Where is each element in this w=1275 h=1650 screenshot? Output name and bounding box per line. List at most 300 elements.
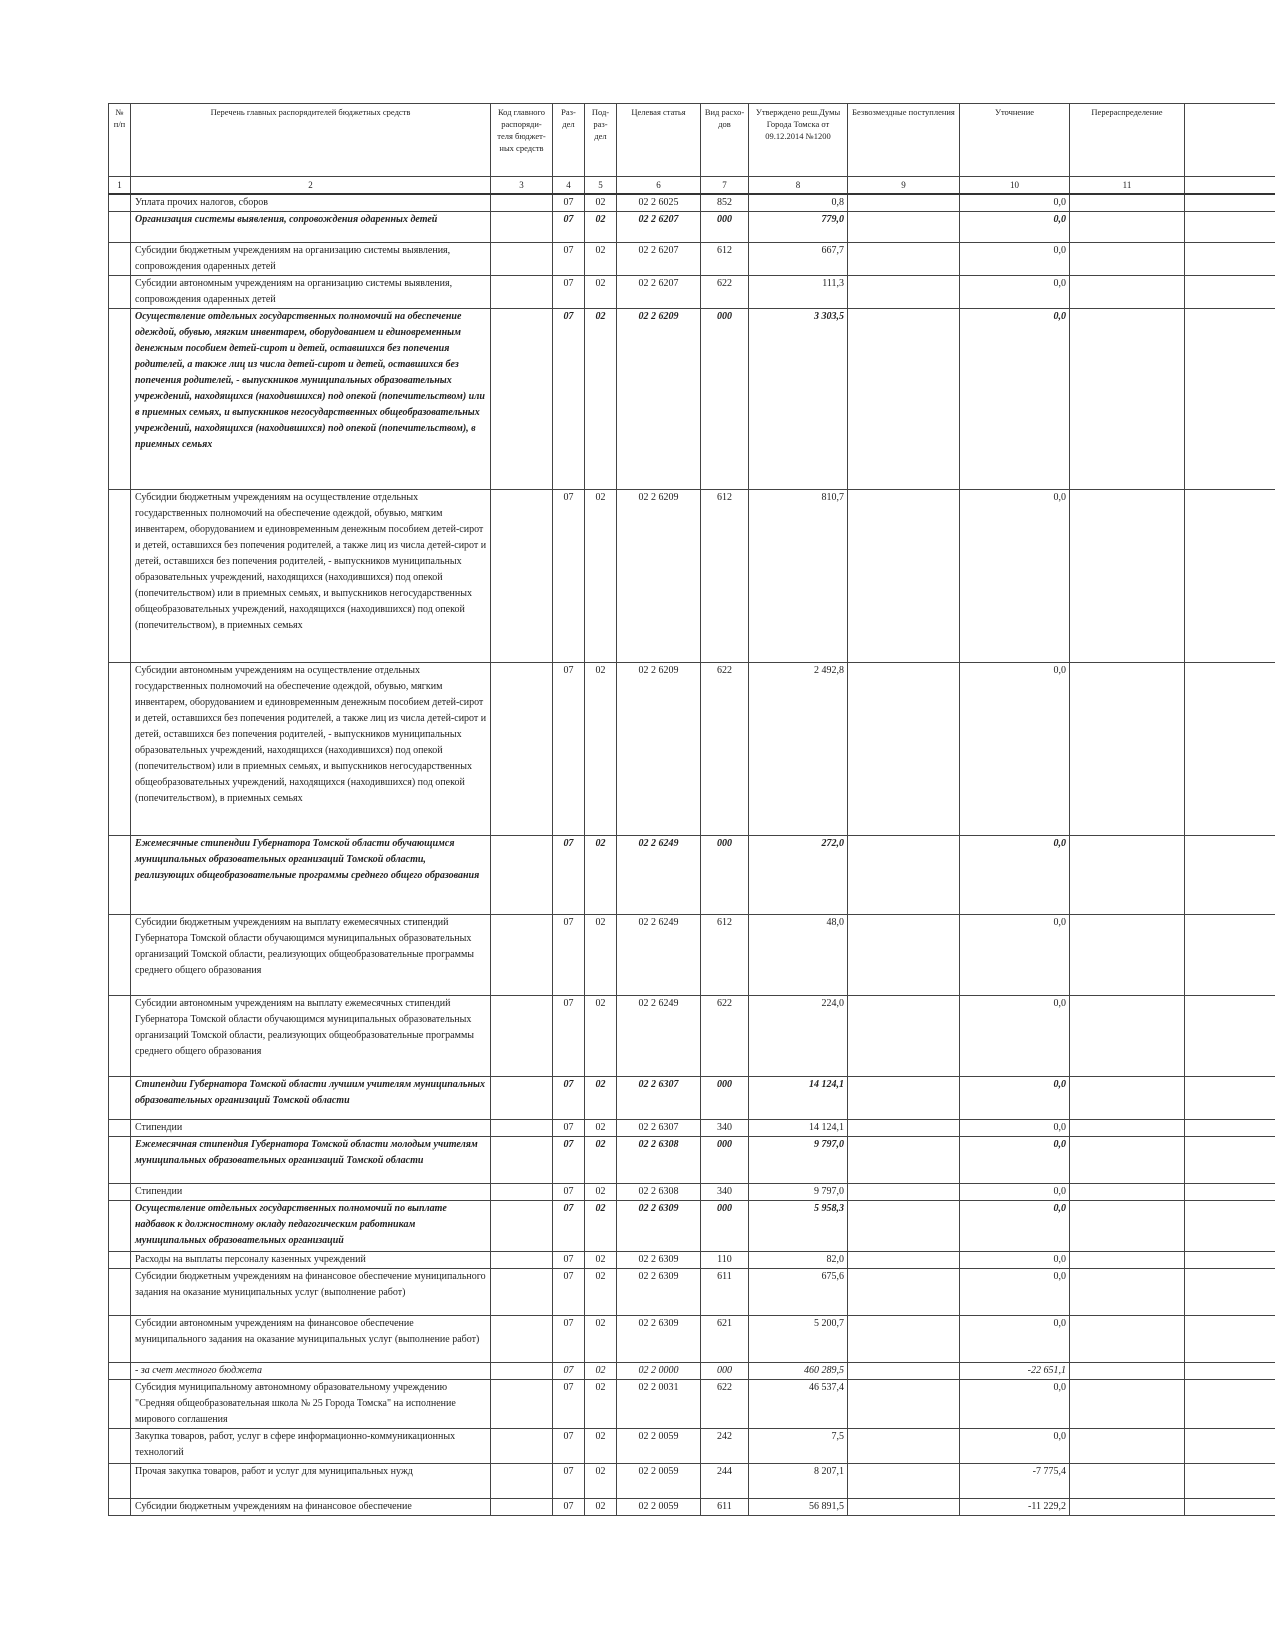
row-approved-cell: 810,7 [749,490,848,663]
row-stat-cell: 02 2 6309 [617,1316,701,1363]
row-change-cell: 0,0 [960,1269,1070,1316]
row-free-cell [848,212,960,243]
row-code-cell [491,1380,553,1429]
row-podrazdel-cell: 02 [585,915,617,996]
row-vid-cell: 621 [701,1316,749,1363]
row-free-cell [848,1252,960,1269]
col-header-vid: Вид расхо- дов [701,104,749,177]
table-row [109,1499,1275,1516]
row-number-cell [109,996,131,1077]
row-approved-cell: 9 797,0 [749,1184,848,1201]
row-extra-cell [1185,1077,1275,1120]
row-podrazdel-cell: 02 [585,996,617,1077]
row-change-cell: 0,0 [960,276,1070,309]
row-number-cell [109,276,131,309]
row-number-cell [109,309,131,490]
row-approved-cell: 56 891,5 [749,1499,848,1516]
row-approved-cell: 82,0 [749,1252,848,1269]
row-redis-cell [1070,1077,1185,1120]
row-approved-cell: 5 958,3 [749,1201,848,1252]
row-free-cell [848,490,960,663]
row-change-cell: 0,0 [960,1429,1070,1464]
col-num-12 [1185,177,1275,195]
row-redis-cell [1070,836,1185,915]
row-free-cell [848,836,960,915]
row-podrazdel-cell: 02 [585,276,617,309]
row-extra-cell [1185,1316,1275,1363]
column-number-row [109,177,1275,195]
row-razdel-cell: 07 [553,1429,585,1464]
row-name-cell: Субсидии автономным учреждениям на выплату ежемесячных стипендий Губернатора Томской области обучающимся муниципальных образовательных организаций Томской области, реализующих общеобразовательные программы среднего общего образования [131,996,491,1077]
row-vid-cell: 852 [701,194,749,212]
row-number-cell [109,1464,131,1499]
budget-table-page [108,103,1275,1516]
row-podrazdel-cell: 02 [585,243,617,276]
row-podrazdel-cell: 02 [585,309,617,490]
row-extra-cell [1185,1380,1275,1429]
row-redis-cell [1070,194,1185,212]
row-number-cell [109,212,131,243]
row-approved-cell: 14 124,1 [749,1077,848,1120]
table-row [109,212,1275,243]
col-header-stat: Целевая статья [617,104,701,177]
row-podrazdel-cell: 02 [585,1363,617,1380]
row-free-cell [848,1269,960,1316]
row-name-cell: Ежемесячные стипендии Губернатора Томской области обучающимся муниципальных образовательных организаций Томской области, реализующих общеобразовательные программы среднего общего образования [131,836,491,915]
row-vid-cell: 110 [701,1252,749,1269]
row-redis-cell [1070,1316,1185,1363]
row-razdel-cell: 07 [553,1380,585,1429]
row-number-cell [109,1316,131,1363]
row-number-cell [109,1380,131,1429]
row-name-cell: Субсидии бюджетным учреждениям на осуществление отдельных государственных полномочий на обеспечение одеждой, обувью, мягким инвентарем, оборудованием и единовременным денежным пособием детей-сирот и детей, оставшихся без попечения родителей, а также лиц из числа детей-сирот и детей, оставшихся без попечения родителей, - выпускников муниципальных образовательных учреждений, находящихся (находившихся) под опекой (попечительством) или в приемных семьях, и выпускников негосударственных общеобразовательных учреждений, находящихся (находившихся) под опекой (попечительством), в приемных семьях [131,490,491,663]
row-podrazdel-cell: 02 [585,836,617,915]
row-podrazdel-cell: 02 [585,1201,617,1252]
row-code-cell [491,1252,553,1269]
row-name-cell: Организация системы выявления, сопровождения одаренных детей [131,212,491,243]
row-razdel-cell: 07 [553,1252,585,1269]
row-podrazdel-cell: 02 [585,663,617,836]
row-razdel-cell: 07 [553,1269,585,1316]
table-row [109,276,1275,309]
table-row [109,309,1275,490]
col-num-10: 10 [960,177,1070,195]
row-razdel-cell: 07 [553,309,585,490]
row-approved-cell: 14 124,1 [749,1120,848,1137]
row-code-cell [491,1137,553,1184]
row-number-cell [109,1077,131,1120]
row-podrazdel-cell: 02 [585,212,617,243]
row-razdel-cell: 07 [553,1464,585,1499]
row-change-cell: 0,0 [960,915,1070,996]
row-redis-cell [1070,1120,1185,1137]
row-vid-cell: 000 [701,836,749,915]
row-free-cell [848,1077,960,1120]
row-podrazdel-cell: 02 [585,1429,617,1464]
row-name-cell: Стипендии [131,1120,491,1137]
table-body [109,194,1275,1516]
row-redis-cell [1070,212,1185,243]
row-podrazdel-cell: 02 [585,1077,617,1120]
row-extra-cell [1185,996,1275,1077]
table-row [109,243,1275,276]
row-free-cell [848,996,960,1077]
row-code-cell [491,194,553,212]
row-stat-cell: 02 2 0031 [617,1380,701,1429]
row-extra-cell [1185,1201,1275,1252]
row-code-cell [491,1316,553,1363]
table-row [109,1363,1275,1380]
row-name-cell: Стипендии Губернатора Томской области лучшим учителям муниципальных образовательных организаций Томской области [131,1077,491,1120]
row-podrazdel-cell: 02 [585,490,617,663]
col-num-5: 5 [585,177,617,195]
row-change-cell: 0,0 [960,490,1070,663]
col-num-4: 4 [553,177,585,195]
row-change-cell: 0,0 [960,1252,1070,1269]
row-approved-cell: 46 537,4 [749,1380,848,1429]
row-extra-cell [1185,1363,1275,1380]
row-razdel-cell: 07 [553,243,585,276]
row-change-cell: 0,0 [960,212,1070,243]
row-redis-cell [1070,1252,1185,1269]
row-free-cell [848,243,960,276]
col-header-code: Код главного распоряди- теля бюджет- ных средств [491,104,553,177]
col-num-1: 1 [109,177,131,195]
row-redis-cell [1070,1429,1185,1464]
header-row [109,104,1275,177]
table-row [109,1464,1275,1499]
row-free-cell [848,1363,960,1380]
row-stat-cell: 02 2 6207 [617,243,701,276]
row-approved-cell: 9 797,0 [749,1137,848,1184]
row-code-cell [491,212,553,243]
row-approved-cell: 5 200,7 [749,1316,848,1363]
row-podrazdel-cell: 02 [585,1252,617,1269]
row-vid-cell: 340 [701,1120,749,1137]
row-vid-cell: 611 [701,1269,749,1316]
row-number-cell [109,915,131,996]
row-approved-cell: 272,0 [749,836,848,915]
row-redis-cell [1070,1137,1185,1184]
row-razdel-cell: 07 [553,1120,585,1137]
row-extra-cell [1185,490,1275,663]
row-name-cell: Субсидии бюджетным учреждениям на выплату ежемесячных стипендий Губернатора Томской области обучающимся муниципальных образовательных организаций Томской области, реализующих общеобразовательные программы среднего общего образования [131,915,491,996]
row-vid-cell: 612 [701,915,749,996]
row-razdel-cell: 07 [553,1499,585,1516]
row-stat-cell: 02 2 6249 [617,836,701,915]
row-extra-cell [1185,1429,1275,1464]
row-extra-cell [1185,1464,1275,1499]
row-stat-cell: 02 2 0059 [617,1499,701,1516]
row-stat-cell: 02 2 6307 [617,1120,701,1137]
row-razdel-cell: 07 [553,1184,585,1201]
row-change-cell: 0,0 [960,996,1070,1077]
row-redis-cell [1070,309,1185,490]
row-change-cell: -11 229,2 [960,1499,1070,1516]
row-name-cell: Субсидии бюджетным учреждениям на финансовое обеспечение муниципального задания на оказание муниципальных услуг (выполнение работ) [131,1269,491,1316]
row-change-cell: 0,0 [960,1316,1070,1363]
row-number-cell [109,836,131,915]
row-number-cell [109,1137,131,1184]
row-code-cell [491,1120,553,1137]
row-code-cell [491,276,553,309]
row-free-cell [848,1429,960,1464]
row-name-cell: Субсидии бюджетным учреждениям на организацию системы выявления, сопровождения одаренных детей [131,243,491,276]
row-code-cell [491,1499,553,1516]
row-name-cell: Субсидии автономным учреждениям на организацию системы выявления, сопровождения одаренных детей [131,276,491,309]
row-razdel-cell: 07 [553,276,585,309]
row-change-cell: 0,0 [960,1137,1070,1184]
row-stat-cell: 02 2 6308 [617,1137,701,1184]
row-extra-cell [1185,836,1275,915]
table-row [109,1252,1275,1269]
row-number-cell [109,663,131,836]
row-name-cell: Расходы на выплаты персоналу казенных учреждений [131,1252,491,1269]
col-num-7: 7 [701,177,749,195]
row-change-cell: -22 651,1 [960,1363,1070,1380]
col-num-9: 9 [848,177,960,195]
row-code-cell [491,1363,553,1380]
row-code-cell [491,309,553,490]
row-free-cell [848,1201,960,1252]
col-header-extra [1185,104,1275,177]
row-number-cell [109,1120,131,1137]
row-razdel-cell: 07 [553,490,585,663]
row-vid-cell: 000 [701,1201,749,1252]
row-razdel-cell: 07 [553,836,585,915]
row-free-cell [848,1499,960,1516]
row-change-cell: -7 775,4 [960,1464,1070,1499]
row-razdel-cell: 07 [553,663,585,836]
row-code-cell [491,1184,553,1201]
col-header-razdel: Раз- дел [553,104,585,177]
row-vid-cell: 000 [701,212,749,243]
row-extra-cell [1185,194,1275,212]
row-approved-cell: 48,0 [749,915,848,996]
row-change-cell: 0,0 [960,243,1070,276]
row-stat-cell: 02 2 0059 [617,1429,701,1464]
row-stat-cell: 02 2 6209 [617,490,701,663]
row-code-cell [491,243,553,276]
row-vid-cell: 611 [701,1499,749,1516]
row-redis-cell [1070,490,1185,663]
row-razdel-cell: 07 [553,194,585,212]
table-row [109,194,1275,212]
row-change-cell: 0,0 [960,1077,1070,1120]
row-change-cell: 0,0 [960,309,1070,490]
row-free-cell [848,1316,960,1363]
row-change-cell: 0,0 [960,1184,1070,1201]
row-extra-cell [1185,1269,1275,1316]
row-free-cell [848,915,960,996]
table-row [109,1120,1275,1137]
row-code-cell [491,996,553,1077]
row-podrazdel-cell: 02 [585,1380,617,1429]
row-stat-cell: 02 2 6309 [617,1201,701,1252]
row-approved-cell: 667,7 [749,243,848,276]
row-name-cell: Стипендии [131,1184,491,1201]
row-name-cell: Ежемесячная стипендия Губернатора Томской области молодым учителям муниципальных образовательных организаций Томской области [131,1137,491,1184]
row-podrazdel-cell: 02 [585,1269,617,1316]
row-stat-cell: 02 2 0059 [617,1464,701,1499]
row-free-cell [848,1464,960,1499]
row-stat-cell: 02 2 6307 [617,1077,701,1120]
row-free-cell [848,309,960,490]
row-vid-cell: 622 [701,1380,749,1429]
row-number-cell [109,1252,131,1269]
row-vid-cell: 000 [701,1363,749,1380]
row-razdel-cell: 07 [553,915,585,996]
row-extra-cell [1185,309,1275,490]
row-number-cell [109,194,131,212]
row-number-cell [109,243,131,276]
row-razdel-cell: 07 [553,1077,585,1120]
row-change-cell: 0,0 [960,194,1070,212]
row-stat-cell: 02 2 6207 [617,212,701,243]
row-code-cell [491,1269,553,1316]
row-podrazdel-cell: 02 [585,1137,617,1184]
row-stat-cell: 02 2 6209 [617,309,701,490]
table-row [109,1269,1275,1316]
table-row [109,1429,1275,1464]
row-razdel-cell: 07 [553,996,585,1077]
row-stat-cell: 02 2 6209 [617,663,701,836]
row-number-cell [109,490,131,663]
row-extra-cell [1185,276,1275,309]
row-vid-cell: 244 [701,1464,749,1499]
row-change-cell: 0,0 [960,663,1070,836]
row-redis-cell [1070,1184,1185,1201]
row-vid-cell: 622 [701,663,749,836]
row-number-cell [109,1429,131,1464]
row-extra-cell [1185,1499,1275,1516]
row-stat-cell: 02 2 6309 [617,1269,701,1316]
row-vid-cell: 000 [701,1077,749,1120]
row-redis-cell [1070,1464,1185,1499]
row-redis-cell [1070,243,1185,276]
table-row [109,1201,1275,1252]
row-name-cell: Субсидия муниципальному автономному образовательному учреждению "Средняя общеобразовательная школа № 25 Города Томска" на исполнение мирового соглашения [131,1380,491,1429]
row-change-cell: 0,0 [960,836,1070,915]
row-code-cell [491,1464,553,1499]
row-name-cell: Субсидии автономным учреждениям на осуществление отдельных государственных полномочий на обеспечение одеждой, обувью, мягким инвентарем, оборудованием и единовременным денежным пособием детей-сирот и детей, оставшихся без попечения родителей, а также лиц из числа детей-сирот и детей, оставшихся без попечения родителей, - выпускников муниципальных образовательных учреждений, находящихся (находившихся) под опекой (попечительством) или в приемных семьях, и выпускников негосударственных общеобразовательных учреждений, находящихся (находившихся) под опекой (попечительством), в приемных семьях [131,663,491,836]
row-podrazdel-cell: 02 [585,1184,617,1201]
row-approved-cell: 2 492,8 [749,663,848,836]
row-approved-cell: 111,3 [749,276,848,309]
row-stat-cell: 02 2 6249 [617,915,701,996]
row-free-cell [848,1137,960,1184]
row-name-cell: Осуществление отдельных государственных полномочий по выплате надбавок к должностному окладу педагогическим работникам муниципальных образовательных организаций [131,1201,491,1252]
row-change-cell: 0,0 [960,1120,1070,1137]
table-row [109,1184,1275,1201]
col-num-3: 3 [491,177,553,195]
row-redis-cell [1070,276,1185,309]
row-vid-cell: 340 [701,1184,749,1201]
col-num-2: 2 [131,177,491,195]
row-number-cell [109,1269,131,1316]
row-approved-cell: 8 207,1 [749,1464,848,1499]
col-header-name: Перечень главных распорядителей бюджетных средств [131,104,491,177]
row-free-cell [848,1380,960,1429]
row-redis-cell [1070,1201,1185,1252]
row-extra-cell [1185,1184,1275,1201]
budget-table [108,103,1275,1516]
row-podrazdel-cell: 02 [585,1316,617,1363]
row-approved-cell: 224,0 [749,996,848,1077]
row-vid-cell: 612 [701,490,749,663]
row-approved-cell: 675,6 [749,1269,848,1316]
row-free-cell [848,1120,960,1137]
col-header-podrazdel: Под- раз- дел [585,104,617,177]
row-razdel-cell: 07 [553,1316,585,1363]
row-change-cell: 0,0 [960,1201,1070,1252]
row-redis-cell [1070,663,1185,836]
row-free-cell [848,276,960,309]
col-header-approved: Утверждено реш.Думы Города Томска от 09.12.2014 №1200 [749,104,848,177]
row-stat-cell: 02 2 6308 [617,1184,701,1201]
col-header-change: Уточнение [960,104,1070,177]
row-razdel-cell: 07 [553,1201,585,1252]
row-free-cell [848,194,960,212]
table-row [109,1380,1275,1429]
row-code-cell [491,915,553,996]
row-code-cell [491,836,553,915]
table-row [109,1077,1275,1120]
row-podrazdel-cell: 02 [585,1499,617,1516]
row-code-cell [491,1077,553,1120]
row-redis-cell [1070,915,1185,996]
row-extra-cell [1185,212,1275,243]
row-vid-cell: 622 [701,276,749,309]
row-vid-cell: 000 [701,309,749,490]
row-podrazdel-cell: 02 [585,1464,617,1499]
row-vid-cell: 622 [701,996,749,1077]
row-redis-cell [1070,1363,1185,1380]
row-razdel-cell: 07 [553,1363,585,1380]
row-razdel-cell: 07 [553,212,585,243]
row-stat-cell: 02 2 6025 [617,194,701,212]
row-approved-cell: 779,0 [749,212,848,243]
row-redis-cell [1070,1269,1185,1316]
row-podrazdel-cell: 02 [585,1120,617,1137]
row-code-cell [491,1429,553,1464]
row-vid-cell: 612 [701,243,749,276]
row-extra-cell [1185,1252,1275,1269]
row-name-cell: Закупка товаров, работ, услуг в сфере информационно-коммуникационных технологий [131,1429,491,1464]
row-razdel-cell: 07 [553,1137,585,1184]
col-header-redis: Перераспределение [1070,104,1185,177]
row-extra-cell [1185,915,1275,996]
row-vid-cell: 242 [701,1429,749,1464]
row-name-cell: Уплата прочих налогов, сборов [131,194,491,212]
row-number-cell [109,1184,131,1201]
row-name-cell: Осуществление отдельных государственных полномочий на обеспечение одеждой, обувью, мягким инвентарем, оборудованием и единовременным денежным пособием детей-сирот и детей, оставшихся без попечения родителей, а также лиц из числа детей-сирот и детей, оставшихся без попечения родителей, - выпускников муниципальных образовательных учреждений, находящихся (находившихся) под опекой (попечительством) или в приемных семьях, и выпускников негосударственных общеобразовательных учреждений, находящихся (находившихся) под опекой (попечительством), в приемных семьях [131,309,491,490]
row-name-cell: Субсидии автономным учреждениям на финансовое обеспечение муниципального задания на оказание муниципальных услуг (выполнение работ) [131,1316,491,1363]
row-free-cell [848,1184,960,1201]
col-num-6: 6 [617,177,701,195]
row-number-cell [109,1363,131,1380]
row-approved-cell: 3 303,5 [749,309,848,490]
row-vid-cell: 000 [701,1137,749,1184]
row-podrazdel-cell: 02 [585,194,617,212]
row-redis-cell [1070,996,1185,1077]
row-code-cell [491,663,553,836]
row-number-cell [109,1499,131,1516]
row-code-cell [491,1201,553,1252]
row-stat-cell: 02 2 6309 [617,1252,701,1269]
col-header-free: Безвозмездные поступления [848,104,960,177]
row-approved-cell: 7,5 [749,1429,848,1464]
